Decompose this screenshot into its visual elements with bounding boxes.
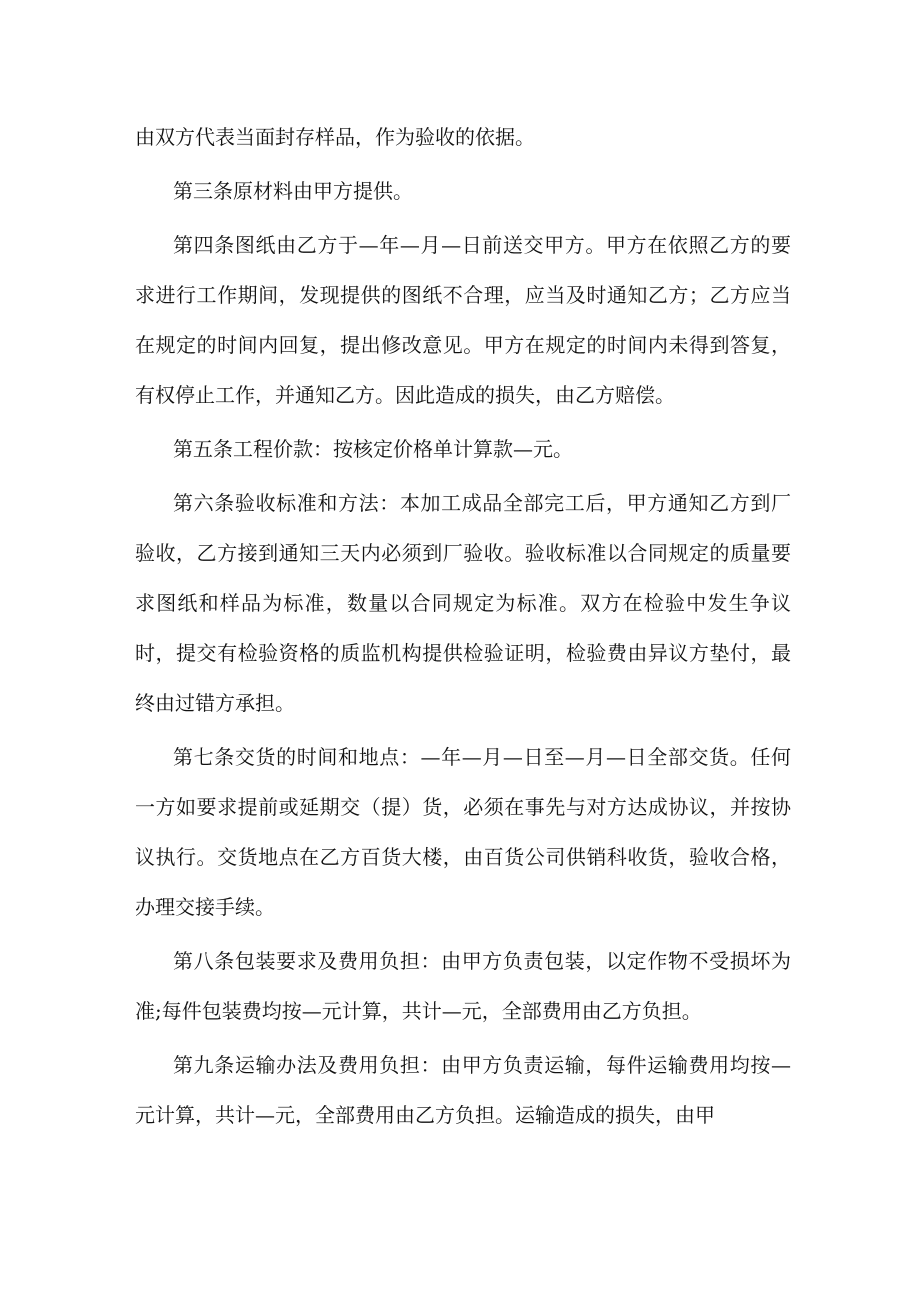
document-body	[135, 112, 791, 1144]
paragraph-continuation: 由双方代表当面封存样品，作为验收的依据。	[135, 125, 535, 149]
paragraph-article-5: 第五条工程价款：按核定价格单计算款—元。	[173, 437, 573, 461]
paragraph-article-3: 第三条原材料由甲方提供。	[173, 179, 413, 203]
paragraph-article-4: 第四条图纸由乙方于—年—月—日前送交甲方。甲方在依照乙方的要求进行工作期间，发现提供的图纸不合理，应当及时通知乙方；乙方应当在规定的时间内回复，提出修改意见。甲方在规定的时间内未得到答复，有权停止工作，并通知乙方。因此造成的损失，由乙方赔偿。	[135, 233, 791, 407]
paragraph-article-7: 第七条交货的时间和地点：—年—月—日至—月—日全部交货。任何一方如要求提前或延期交（提）货，必须在事先与对方达成协议，并按协议执行。交货地点在乙方百货大楼，由百货公司供销科收货，验收合格，办理交接手续。	[135, 745, 791, 919]
paragraph-article-6: 第六条验收标准和方法：本加工成品全部完工后，甲方通知乙方到厂验收，乙方接到通知三天内必须到厂验收。验收标准以合同规定的质量要求图纸和样品为标准，数量以合同规定为标准。双方在检验中发生争议时，提交有检验资格的质监机构提供检验证明，检验费由异议方垫付，最终由过错方承担。	[135, 491, 791, 715]
paragraph-article-9: 第九条运输办法及费用负担：由甲方负责运输，每件运输费用均按—元计算，共计—元，全部费用由乙方负担。运输造成的损失，由甲	[135, 1053, 791, 1127]
paragraph-article-8: 第八条包装要求及费用负担：由甲方负责包装，以定作物不受损坏为准;每件包装费均按—元计算，共计—元，全部费用由乙方负担。	[135, 949, 791, 1023]
